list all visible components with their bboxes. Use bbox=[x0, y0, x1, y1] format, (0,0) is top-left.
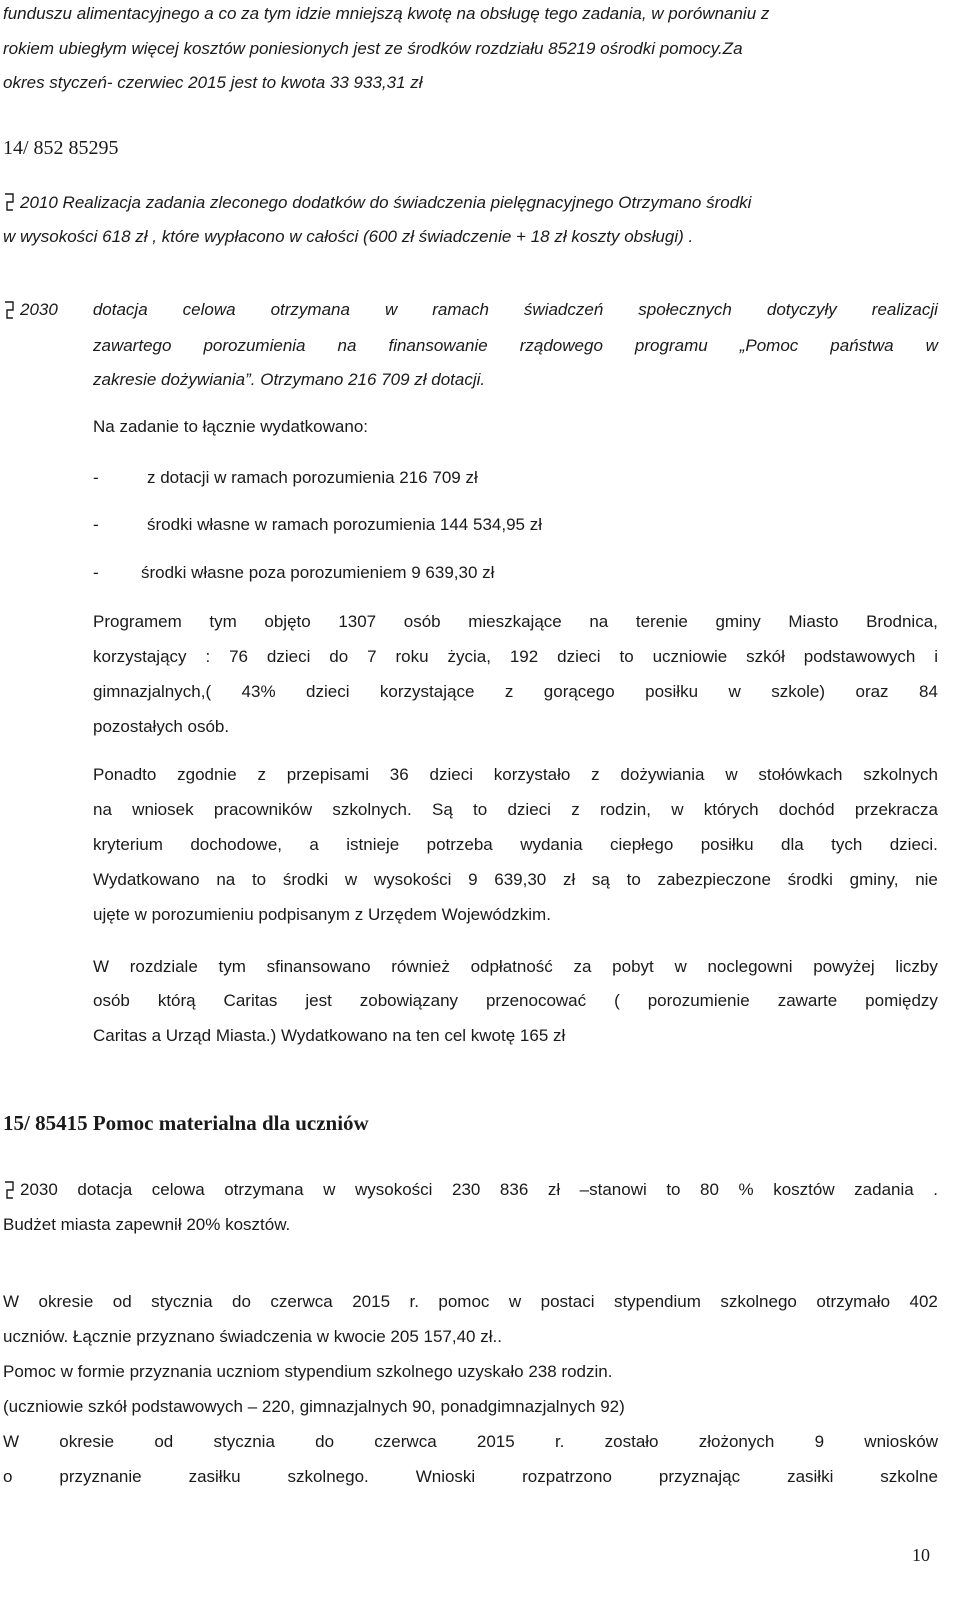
paragraph-line: pozostałych osób. bbox=[93, 717, 230, 736]
word: 84 bbox=[919, 682, 938, 701]
word: z bbox=[591, 765, 600, 784]
word: szkolne bbox=[880, 1467, 938, 1486]
word: do bbox=[232, 1292, 251, 1311]
justified-line bbox=[93, 956, 938, 978]
word: porozumienia bbox=[203, 336, 306, 355]
word: 1307 bbox=[338, 612, 377, 631]
word: stypendium bbox=[613, 1292, 701, 1311]
text: funduszu alimentacyjnego a co za tym idzie mniejszą kwotę na obsługę tego zadania, w porównaniu z bbox=[3, 4, 770, 23]
word: 2030 bbox=[20, 1180, 58, 1199]
word: wysokości bbox=[354, 1180, 433, 1199]
paragraph-line: w wysokości 618 zł , które wypłacono w całości (600 zł świadczenie + 18 zł koszty obsługi) . bbox=[3, 227, 694, 246]
word: w bbox=[344, 870, 358, 889]
word: do bbox=[329, 647, 349, 666]
word: Brodnica, bbox=[866, 612, 938, 631]
word: w bbox=[384, 300, 398, 319]
word: czerwca bbox=[270, 1292, 333, 1311]
word: noclegowni bbox=[707, 957, 793, 976]
word: dzieci bbox=[507, 800, 551, 819]
word: w bbox=[508, 1292, 522, 1311]
word: którą bbox=[157, 991, 196, 1010]
word: świadczeń bbox=[523, 300, 604, 319]
word: 80 bbox=[700, 1180, 719, 1199]
page-number: 10 bbox=[912, 1545, 930, 1565]
word: podstawowych bbox=[803, 647, 916, 666]
word: przyznanie bbox=[59, 1467, 142, 1486]
word: . bbox=[933, 1180, 938, 1199]
word: tych bbox=[831, 835, 863, 854]
word: rządowego bbox=[519, 336, 603, 355]
word: w bbox=[728, 682, 741, 701]
paragraph-line: okres styczeń- czerwiec 2015 jest to kwota 33 933,31 zł bbox=[3, 73, 423, 92]
word: pracowników bbox=[213, 800, 313, 819]
word: powyżej bbox=[813, 957, 875, 976]
word: posiłku bbox=[645, 682, 699, 701]
word: do bbox=[315, 1432, 335, 1451]
word: na bbox=[589, 612, 609, 631]
word: zł bbox=[562, 870, 576, 889]
justified-line bbox=[93, 681, 938, 703]
word: Programem bbox=[93, 612, 182, 631]
word: porozumienie bbox=[647, 991, 750, 1010]
justified-line bbox=[93, 611, 938, 633]
word: sfinansowano bbox=[266, 957, 371, 976]
paragraph-line: rokiem ubiegłym więcej kosztów poniesionych jest ze środków rozdziału 85219 ośrodki pomocy.Za bbox=[3, 39, 743, 58]
word: 639,30 bbox=[494, 870, 547, 889]
paragraph-line: Pomoc w formie przyznania uczniom stypendium szkolnego uzyskało 238 rodzin. bbox=[3, 1362, 613, 1381]
word: przenocować bbox=[485, 991, 587, 1010]
word: dotyczyły bbox=[766, 300, 837, 319]
word: środki bbox=[282, 870, 329, 889]
section-heading: 14/ 852 85295 bbox=[3, 137, 119, 159]
section-heading: 15/ 85415 Pomoc materialna dla uczniów bbox=[3, 1111, 369, 1135]
word: o bbox=[3, 1467, 13, 1486]
word: zł bbox=[547, 1180, 561, 1199]
justified-line bbox=[3, 1466, 938, 1488]
word: zasiłki bbox=[787, 1467, 834, 1486]
word: Są bbox=[431, 800, 453, 819]
word: których bbox=[703, 800, 759, 819]
word: dzieci. bbox=[889, 835, 938, 854]
word: pomoc bbox=[438, 1292, 490, 1311]
word: dotacja bbox=[77, 1180, 133, 1199]
word: pomiędzy bbox=[865, 991, 938, 1010]
word: dzieci bbox=[306, 682, 350, 701]
word: na bbox=[337, 336, 357, 355]
word: dotacja bbox=[92, 300, 148, 319]
word: 2015 bbox=[476, 1432, 515, 1451]
justified-line bbox=[20, 299, 938, 321]
paragraph-line bbox=[3, 3, 938, 25]
word: z bbox=[571, 800, 580, 819]
word: dzieci bbox=[429, 765, 473, 784]
word: osób bbox=[403, 612, 441, 631]
word: na bbox=[93, 800, 112, 819]
word: również bbox=[391, 957, 450, 976]
word: w bbox=[925, 336, 938, 355]
word: r. bbox=[409, 1292, 419, 1311]
word: dochód bbox=[778, 800, 835, 819]
word: kryterium bbox=[93, 835, 163, 854]
word: przepisami bbox=[286, 765, 369, 784]
word: wysokości bbox=[373, 870, 452, 889]
word: w bbox=[323, 1180, 336, 1199]
word: rozpatrzono bbox=[522, 1467, 612, 1486]
justified-line bbox=[93, 799, 938, 821]
word: : bbox=[205, 647, 211, 666]
word: celowa bbox=[182, 300, 236, 319]
word: posiłku bbox=[700, 835, 754, 854]
word: a bbox=[309, 835, 319, 854]
word: złożonych bbox=[698, 1432, 775, 1451]
justified-line bbox=[3, 1291, 938, 1313]
word: od bbox=[112, 1292, 132, 1311]
word: z bbox=[504, 682, 514, 701]
word: postaci bbox=[540, 1292, 595, 1311]
word: korzystający bbox=[93, 647, 187, 666]
word: terenie bbox=[635, 612, 688, 631]
word: programu bbox=[634, 336, 708, 355]
bullet-icon bbox=[3, 1180, 15, 1200]
word: od bbox=[154, 1432, 174, 1451]
word: w bbox=[671, 800, 684, 819]
word: dochodowe, bbox=[190, 835, 282, 854]
word: to bbox=[251, 870, 267, 889]
paragraph-line: ujęte w porozumieniu podpisanym z Urzędem Wojewódzkim. bbox=[93, 905, 551, 924]
word: uczniowie bbox=[652, 647, 728, 666]
word: oraz bbox=[855, 682, 889, 701]
word: 76 bbox=[229, 647, 248, 666]
word: nie bbox=[915, 870, 938, 889]
justified-line bbox=[93, 764, 938, 786]
word: zostało bbox=[604, 1432, 659, 1451]
word: potrzeba bbox=[426, 835, 493, 854]
word: r. bbox=[554, 1432, 565, 1451]
list-item: z dotacji w ramach porozumienia 216 709 zł bbox=[147, 468, 478, 487]
word: i bbox=[934, 647, 938, 666]
word: społecznych bbox=[638, 300, 732, 319]
word: 230 bbox=[451, 1180, 481, 1199]
bullet-icon bbox=[3, 300, 15, 320]
word: to bbox=[619, 647, 634, 666]
word: z bbox=[257, 765, 266, 784]
paragraph-line: Caritas a Urząd Miasta.) Wydatkowano na ten cel kwotę 165 zł bbox=[93, 1026, 566, 1045]
spent-intro: Na zadanie to łącznie wydatkowano: bbox=[93, 417, 368, 436]
bullet-icon bbox=[3, 192, 15, 212]
word: w bbox=[725, 765, 738, 784]
word: zgodnie bbox=[177, 765, 237, 784]
word: Miasto bbox=[788, 612, 839, 631]
word: szkolnych bbox=[863, 765, 938, 784]
justified-line bbox=[93, 646, 938, 668]
word: –stanowi bbox=[579, 1180, 647, 1199]
list-item: środki własne poza porozumieniem 9 639,30 zł bbox=[141, 563, 495, 582]
word: zawarte bbox=[777, 991, 838, 1010]
word: stycznia bbox=[151, 1292, 213, 1311]
justified-line bbox=[3, 1431, 938, 1453]
word: 43% bbox=[241, 682, 276, 701]
word: to bbox=[666, 1180, 681, 1199]
word: 9 bbox=[468, 870, 478, 889]
word: zawartego bbox=[93, 336, 172, 355]
paragraph-line: Budżet miasta zapewnił 20% kosztów. bbox=[3, 1215, 291, 1234]
word: czerwca bbox=[374, 1432, 437, 1451]
word: za bbox=[573, 957, 592, 976]
justified-line bbox=[93, 990, 938, 1012]
word: W bbox=[3, 1292, 20, 1311]
word: na bbox=[216, 870, 236, 889]
word: przekracza bbox=[854, 800, 938, 819]
word: tym bbox=[218, 957, 246, 976]
word: dzieci bbox=[266, 647, 311, 666]
word: państwa bbox=[830, 336, 894, 355]
word: środki bbox=[787, 870, 833, 889]
word: gimnazjalnych,( bbox=[93, 682, 212, 701]
word: zobowiązany bbox=[359, 991, 459, 1010]
justified-line bbox=[93, 335, 938, 357]
word: otrzymało bbox=[816, 1292, 891, 1311]
word: 192 bbox=[509, 647, 539, 666]
word: szkolnego. bbox=[287, 1467, 369, 1486]
word: szkolnego bbox=[720, 1292, 797, 1311]
justified-line bbox=[93, 834, 938, 856]
word: „Pomoc bbox=[739, 336, 799, 355]
word: istnieje bbox=[346, 835, 400, 854]
word: wydania bbox=[520, 835, 583, 854]
list-item: środki własne w ramach porozumienia 144 534,95 zł bbox=[147, 515, 542, 534]
word: % bbox=[738, 1180, 754, 1199]
word: tym bbox=[209, 612, 237, 631]
word: 2015 bbox=[352, 1292, 391, 1311]
word: okresie bbox=[59, 1432, 115, 1451]
word: Ponadto bbox=[93, 765, 157, 784]
word: dożywiania bbox=[620, 765, 705, 784]
word: wniosek bbox=[132, 800, 194, 819]
word: zadania bbox=[854, 1180, 914, 1199]
word: rodzin, bbox=[599, 800, 651, 819]
word: szkół bbox=[746, 647, 785, 666]
paragraph-line: zakresie dożywiania”. Otrzymano 216 709 zł dotacji. bbox=[93, 370, 486, 389]
word: pobyt bbox=[612, 957, 654, 976]
dash: - bbox=[93, 515, 99, 534]
word: gminy, bbox=[849, 870, 899, 889]
word: realizacji bbox=[871, 300, 938, 319]
word: to bbox=[473, 800, 488, 819]
word: zasiłku bbox=[188, 1467, 241, 1486]
word: szkolnych. bbox=[332, 800, 412, 819]
word: objęto bbox=[264, 612, 311, 631]
word: dzieci bbox=[557, 647, 601, 666]
word: to bbox=[626, 870, 641, 889]
word: otrzymana bbox=[270, 300, 350, 319]
word: mieszkające bbox=[468, 612, 562, 631]
word: okresie bbox=[38, 1292, 94, 1311]
word: liczby bbox=[895, 957, 938, 976]
word: 402 bbox=[909, 1292, 938, 1311]
word: roku bbox=[395, 647, 429, 666]
word: osób bbox=[93, 991, 130, 1010]
word: wniosków bbox=[864, 1432, 938, 1451]
word: są bbox=[591, 870, 610, 889]
word: 9 bbox=[814, 1432, 825, 1451]
dash: - bbox=[93, 563, 99, 582]
paragraph-line: uczniów. Łącznie przyznano świadczenia w kwocie 205 157,40 zł.. bbox=[3, 1327, 502, 1346]
word: 836 bbox=[499, 1180, 529, 1199]
word: rozdziale bbox=[129, 957, 198, 976]
word: stycznia bbox=[213, 1432, 275, 1451]
word: w bbox=[674, 957, 687, 976]
word: gorącego bbox=[543, 682, 615, 701]
word: kosztów bbox=[773, 1180, 835, 1199]
word: Caritas bbox=[223, 991, 278, 1010]
paragraph-line: (uczniowie szkół podstawowych – 220, gimnazjalnych 90, ponadgimnazjalnych 92) bbox=[3, 1397, 625, 1416]
word: szkole) bbox=[771, 682, 826, 701]
paragraph-line: 2010 Realizacja zadania zleconego dodatków do świadczenia pielęgnacyjnego Otrzymano środki bbox=[20, 193, 752, 212]
justified-line bbox=[93, 869, 938, 891]
word: stołówkach bbox=[758, 765, 843, 784]
word: 36 bbox=[389, 765, 409, 784]
word: 7 bbox=[367, 647, 377, 666]
word: Wnioski bbox=[415, 1467, 476, 1486]
word: jest bbox=[305, 991, 332, 1010]
word: odpłatność bbox=[470, 957, 553, 976]
word: otrzymana bbox=[224, 1180, 304, 1199]
word: ( bbox=[614, 991, 620, 1010]
word: gminy bbox=[715, 612, 761, 631]
word: zabezpieczone bbox=[657, 870, 771, 889]
word: dla bbox=[781, 835, 804, 854]
word: przyznając bbox=[658, 1467, 741, 1486]
word: ciepłego bbox=[609, 835, 674, 854]
word: celowa bbox=[151, 1180, 205, 1199]
justified-line bbox=[20, 1179, 938, 1201]
word: korzystało bbox=[493, 765, 571, 784]
word: ramach bbox=[432, 300, 489, 319]
word: W bbox=[93, 957, 110, 976]
word: Wydatkowano bbox=[93, 870, 200, 889]
word: życia, bbox=[447, 647, 491, 666]
word: korzystające bbox=[379, 682, 475, 701]
dash: - bbox=[93, 468, 99, 487]
word: finansowanie bbox=[388, 336, 488, 355]
word: W bbox=[3, 1432, 20, 1451]
word: 2030 bbox=[20, 300, 58, 319]
